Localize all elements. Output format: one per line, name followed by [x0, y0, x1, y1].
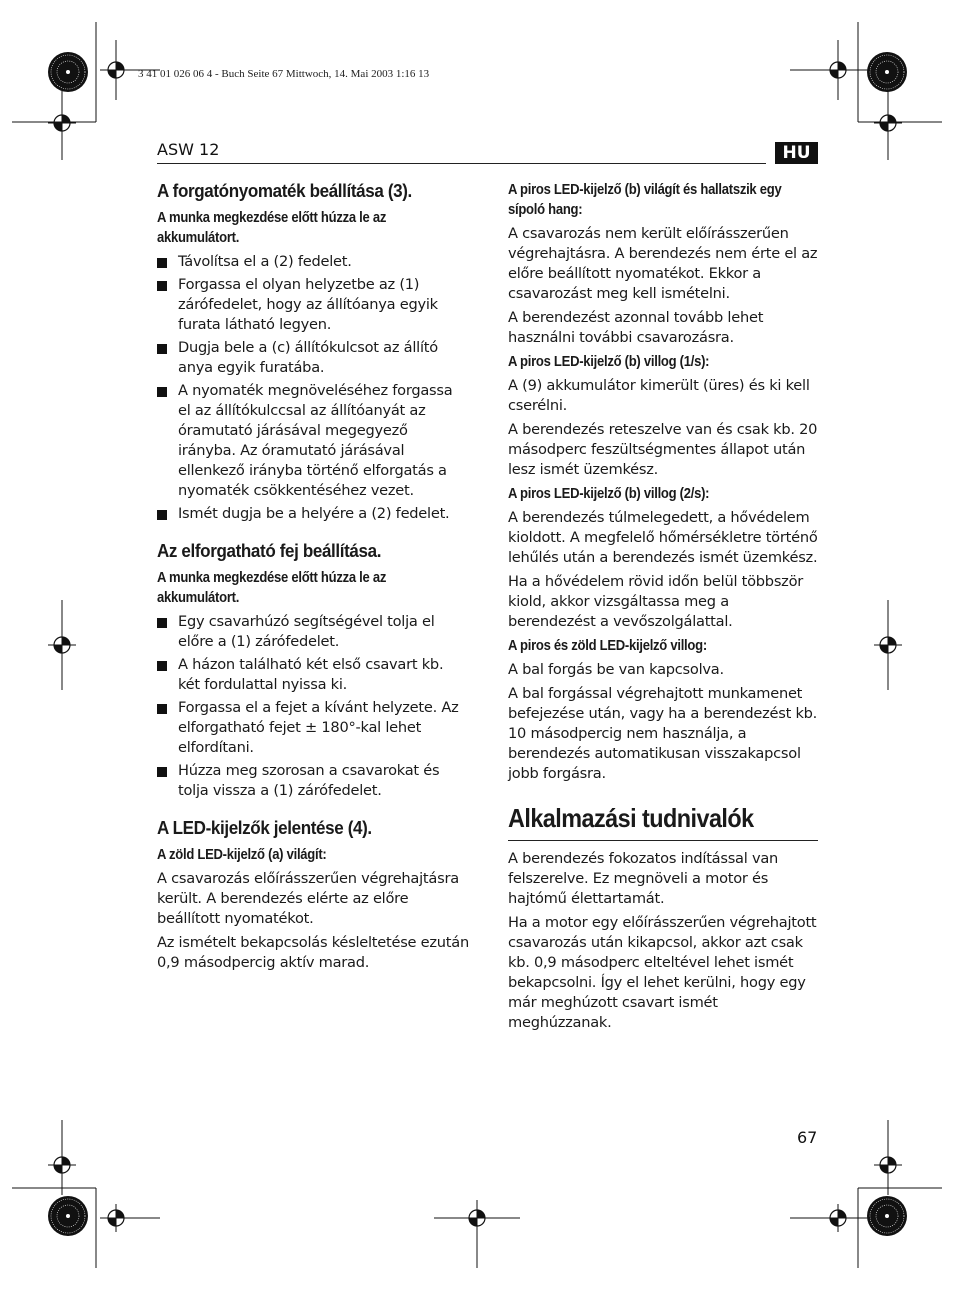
head-heading: Az elforgatható fej beállítása. [157, 540, 382, 561]
red-beep-text-2: A berendezést azonnal tovább lehet használni további csavarozásra. [508, 309, 764, 346]
red-2s-label: A piros LED-kijelző (b) villog (2/s): [508, 486, 710, 502]
application-text: A berendezés fokozatos indítással van felszerelve. Ez megnöveli a motor és hajtómű élettartamát. [508, 850, 779, 907]
bullet-icon [157, 661, 167, 671]
bullet-icon [157, 258, 167, 268]
list-item: Egy csavarhúzó segítségével tolja el előre a (1) zárófedelet. [157, 612, 469, 652]
language-badge: HU [775, 142, 818, 164]
red-2s-text-2: Ha a hővédelem rövid időn belül többször kiold, akkor vizsgáltassa meg a berendezést a vevőszolgálattal. [508, 573, 804, 630]
print-slug: 3 41 01 026 06 4 - Buch Seite 67 Mittwoch, 14. Mai 2003 1:16 13 [138, 68, 430, 80]
list-item: A nyomaték megnöveléséhez forgassa el az állítókulccsal az állítóanyát az óramutató járásával megegyező irányba. Az óramutató járásával ellenkező irányba történő elforgatás a nyomaték csökkentéséhez vezet. [157, 381, 469, 501]
bullet-icon [157, 767, 167, 777]
red-green-text: A bal forgás be van kapcsolva. [508, 661, 724, 678]
list-item: Forgassa el a fejet a kívánt helyzete. Az elforgatható fejet ± 180°-kal lehet elfordítani. [157, 698, 469, 758]
torque-warning: A munka megkezdése előtt húzza le az akkumulátort. [157, 210, 387, 246]
red-1s-text-2: A berendezés reteszelve van és csak kb. 20 másodperc feszültségmentes állapot után lesz ismét üzemkész. [508, 421, 818, 478]
application-text-2: Ha a motor egy előírásszerűen végrehajtott csavarozás után kikapcsol, akkor azt csak kb. 0,9 másodperc elteltével lehet ismét bekapcsolni. Így el lehet kerülni, hogy egy már meghúzott csavart ismét meghúzzanak. [508, 914, 817, 1031]
green-led-delay-text: Az ismételt bekapcsolás késleltetése ezután 0,9 másodpercig aktív marad. [157, 934, 469, 971]
application-heading: Alkalmazási tudnivalók [508, 803, 754, 833]
torque-heading: A forgatónyomaték beállítása (3). [157, 180, 412, 201]
red-1s-label: A piros LED-kijelző (b) villog (1/s): [508, 354, 710, 370]
application-rule [508, 840, 818, 841]
green-led-label: A zöld LED-kijelző (a) világít: [157, 847, 327, 863]
list-item: Húzza meg szorosan a csavarokat és tolja vissza a (1) zárófedelet. [157, 761, 469, 801]
head-warning: A munka megkezdése előtt húzza le az akkumulátort. [157, 570, 387, 606]
bullet-icon [157, 281, 167, 291]
bullet-icon [157, 704, 167, 714]
left-column [157, 180, 469, 977]
header-rule [157, 163, 766, 164]
list-item: Forgassa el olyan helyzetbe az (1) zárófedelet, hogy az állítóanya egyik furata látható legyen. [157, 275, 469, 335]
head-steps [157, 612, 469, 801]
torque-steps [157, 252, 469, 524]
red-green-label: A piros és zöld LED-kijelző villog: [508, 638, 707, 654]
list-item: A házon található két első csavart kb. két fordulattal nyissa ki. [157, 655, 469, 695]
green-led-text: A csavarozás előírásszerűen végrehajtásra került. A berendezés elérte az előre beállított nyomatékot. [157, 870, 459, 927]
bullet-icon [157, 344, 167, 354]
bullet-icon [157, 510, 167, 520]
red-beep-label: A piros LED-kijelző (b) világít és hallatszik egy sípoló hang: [508, 182, 782, 218]
bullet-icon [157, 387, 167, 397]
model-label: ASW 12 [157, 140, 220, 159]
list-item: Dugja bele a (c) állítókulcsot az állító anya egyik furatába. [157, 338, 469, 378]
list-item: Ismét dugja be a helyére a (2) fedelet. [157, 504, 469, 524]
red-beep-text: A csavarozás nem került előírásszerűen végrehajtásra. A berendezés nem érte el az előre beállított nyomatékot. Ekkor a csavarozást meg kell ismételni. [508, 225, 818, 302]
right-column [508, 180, 820, 1037]
red-2s-text: A berendezés túlmelegedett, a hővédelem kioldott. A megfelelő hőmérsékletre történő lehűlés után a berendezés ismét üzemkész. [508, 509, 818, 566]
led-heading: A LED-kijelzők jelentése (4). [157, 817, 372, 838]
bullet-icon [157, 618, 167, 628]
red-1s-text: A (9) akkumulátor kimerült (üres) és ki kell cserélni. [508, 377, 810, 414]
page-number: 67 [797, 1128, 818, 1147]
red-green-text-2: A bal forgással végrehajtott munkamenet befejezése után, vagy ha a berendezést kb. 10 másodpercig nem használja, a berendezés automatikusan visszakapcsol jobb forgásra. [508, 685, 818, 782]
list-item: Távolítsa el a (2) fedelet. [157, 252, 469, 272]
